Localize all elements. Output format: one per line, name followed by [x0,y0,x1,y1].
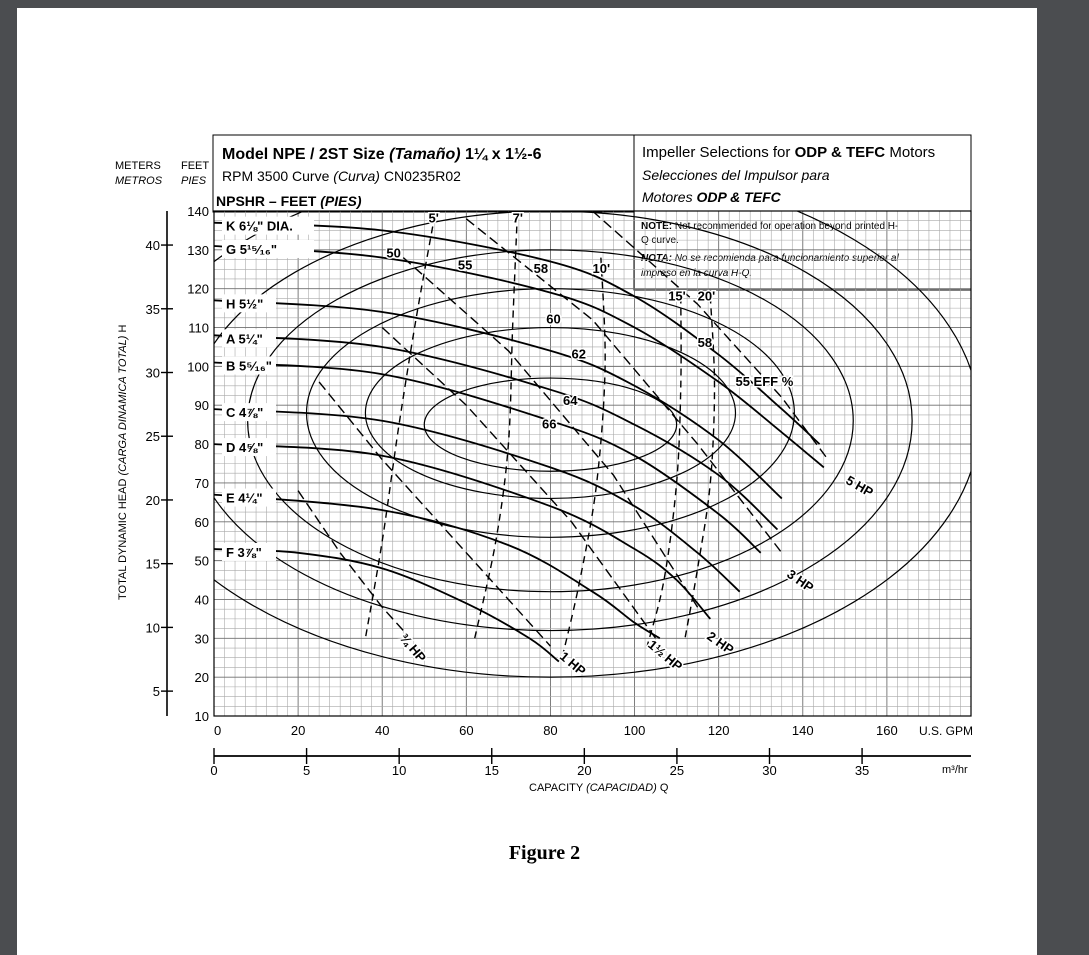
gpm-tick-label: 160 [876,723,898,738]
model-title: Model NPE / 2ST Size (Tamaño) 1¼ x 1½-6 [222,146,542,163]
efficiency-label: 50 [386,245,401,261]
gpm-tick-label: 140 [791,723,814,738]
hp-label: ¾ HP [396,630,430,666]
feet-tick-label: 50 [194,553,209,569]
feet-tick-label: 40 [194,592,209,608]
feet-label: FEET [181,160,210,172]
efficiency-label: 62 [571,346,586,362]
feet-tick-label: 70 [194,475,209,491]
metros-label: METROS [115,175,163,187]
nota-line2: impreso en la curva H-Q. [641,268,753,279]
impeller-label: E 4¼" [226,490,263,506]
efficiency-label: 60 [546,311,561,327]
impeller-label: G 5¹⁵⁄₁₆" [226,241,278,257]
npsh-line [563,258,605,654]
gpm-tick-label: 60 [459,723,474,738]
rpm-curve: RPM 3500 Curve (Curva) CN0235R02 [222,168,461,184]
feet-tick-label: 80 [194,437,209,453]
impeller-selections-line1: Impeller Selections for ODP & TEFC Motors [642,144,936,161]
hp-label: 3 HP [784,566,817,596]
nota-line1: NOTA: No se recomienda para funcionamiento superior al [641,253,899,264]
efficiency-label: 58 [697,334,713,350]
gpm-tick-label: 80 [543,723,558,738]
feet-tick-label: 10 [194,709,209,724]
feet-tick-label: 60 [194,514,209,530]
impeller-label: A 5¼" [226,331,263,347]
m3hr-tick-label: 35 [854,763,870,778]
figure-caption: Figure 2 [508,842,581,864]
feet-tick-label: 100 [187,359,209,375]
hp-label: 1 HP [556,648,589,679]
m3hr-tick-label: 10 [391,763,407,778]
meter-tick-label: 15 [145,556,160,572]
meter-tick-label: 20 [145,492,160,508]
efficiency-label: 58 [533,261,549,277]
npsh-label: 20' [697,288,716,304]
meter-tick-label: 10 [145,620,160,636]
meters-label: METERS [115,160,161,172]
npsh-title: NPSHR – FEET (PIES) [216,193,362,209]
hp-label: 2 HP [704,628,737,658]
impeller-label: H 5½" [226,296,264,312]
impeller-selections-line2: Selecciones del Impulsor para [642,167,830,183]
impeller-selections-line3: Motores ODP & TEFC [642,189,781,205]
gpm-tick-label: 20 [290,723,306,738]
efficiency-label: 66 [542,416,557,432]
feet-tick-label: 30 [194,631,209,647]
efficiency-label: 64 [563,393,578,409]
feet-tick-label: 120 [187,281,209,297]
npsh-line [647,297,681,647]
npsh-label: 15' [668,288,686,304]
gpm-tick-label: 100 [623,723,646,738]
m3hr-tick-label: 30 [762,763,777,778]
meter-tick-label: 25 [145,429,160,445]
feet-tick-label: 130 [187,242,209,258]
feet-tick-label: 140 [187,204,209,219]
feet-tick-label: 20 [194,670,209,686]
meter-tick-label: 40 [145,238,160,254]
y-axis-title: TOTAL DYNAMIC HEAD (CARGA DINAMICA TOTAL) H [117,324,129,600]
pies-label: PIES [181,175,207,187]
impeller-label: C 4⅞" [226,405,264,421]
npsh-label: 5' [428,210,439,226]
npsh-label: 7' [512,210,523,226]
m3hr-tick-label: 25 [669,763,685,778]
impeller-label: B 5⁵⁄₁₆" [226,358,272,374]
m3hr-tick-label: 20 [577,763,592,778]
efficiency-label: 55 [457,257,473,273]
impeller-label: F 3⅞" [226,544,262,560]
impeller-curve [214,549,559,662]
gpm-tick-label: 40 [374,723,390,738]
feet-tick-label: 90 [194,398,209,414]
x-axis-title: CAPACITY (CAPACIDAD) Q [529,782,669,794]
m3hr-unit: m³/hr [942,764,968,776]
m3hr-tick-label: 15 [484,763,499,778]
gpm-unit: U.S. GPM [919,724,974,738]
m3hr-tick-label: 5 [302,763,311,778]
meter-tick-label: 30 [145,365,160,381]
gpm-tick-label: 120 [707,723,730,738]
npsh-label: 10' [592,261,611,277]
impeller-label: D 4⅝" [226,440,264,456]
impeller-label: K 6⅛" DIA. [226,218,293,234]
meter-tick-label: 5 [152,684,160,700]
feet-tick-label: 110 [188,320,209,336]
efficiency-label: 55 EFF % [735,373,794,389]
gpm-tick-label: 0 [214,723,222,738]
note-line2: Q curve. [641,235,679,246]
m3hr-tick-label: 0 [210,763,218,778]
impeller-curve [214,495,660,639]
note-line1: NOTE: Not recommended for operation beyond printed H- [641,221,899,232]
meter-tick-label: 35 [145,301,160,317]
hp-label: 5 HP [843,472,876,500]
hp-label: 1½ HP [645,636,686,674]
